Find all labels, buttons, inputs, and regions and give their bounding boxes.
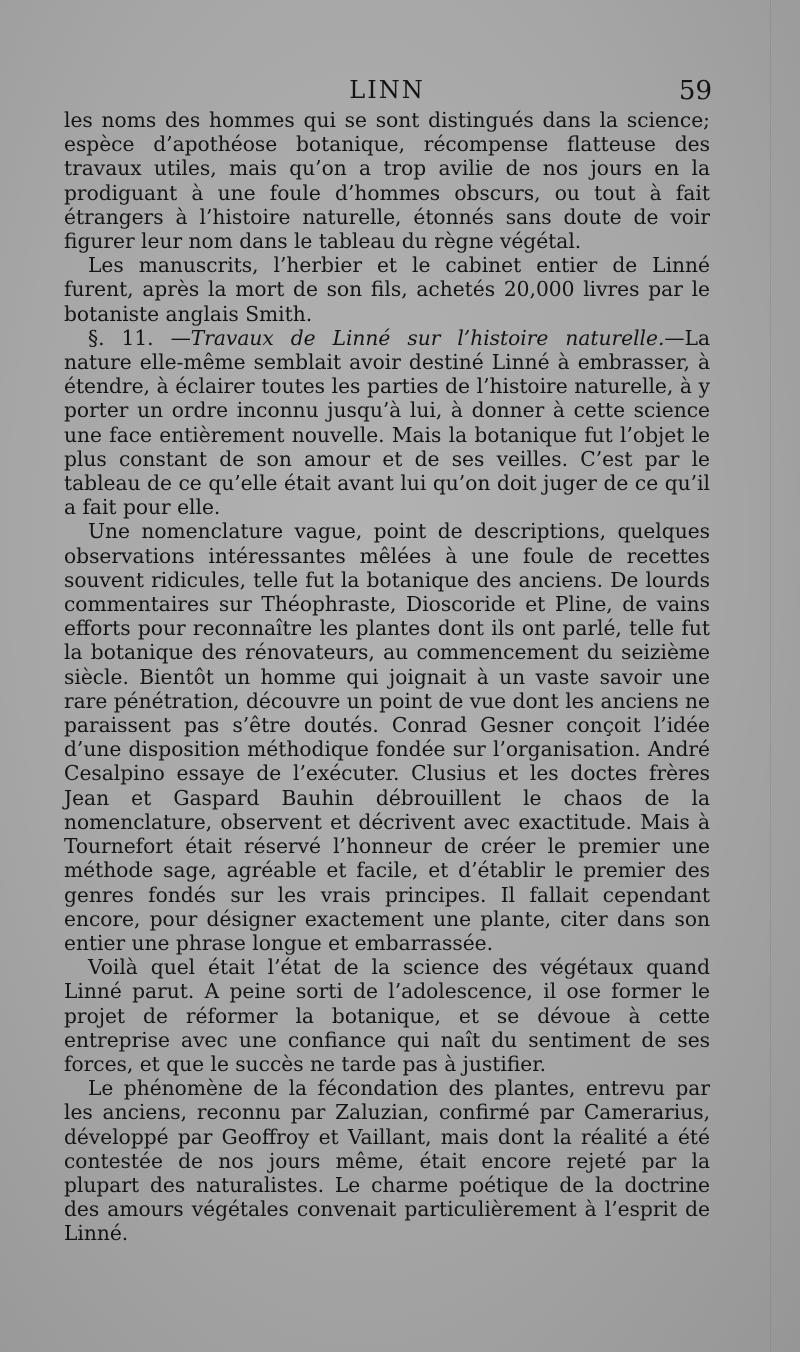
- section-text: —La nature elle-même semblait avoir destiné Linné à embrasser, à étendre, à éclairer toutes les parties de l’histoire naturelle, à y porter un ordre inconnu jusqu’à lui, à donner à cette science une face entièrement nouvelle. Mais la botanique fut l’objet le plus constant de son amour et de ses veilles. C’est par le tableau de ce qu’elle était avant lui qu’on doit juger de ce qu’il a fait pour elle.: [64, 325, 711, 520]
- paragraph-ancient-botany: Une nomenclature vague, point de descriptions, quelques observations intéressantes mêlées à une foule de recettes souvent ridicules, telle fut la botanique des anciens. De lourds commentaires sur Théophraste, Dioscoride et Pline, de vains efforts pour reconnaître les plantes dont ils ont parlé, telle fut la botanique des rénovateurs, au commencement du seizième siècle. Bientôt un homme qui joignait à un vaste savoir une rare pénétration, découvre un point de vue dont les anciens ne paraissent pas s’être doutés. Conrad Gesner conçoit l’idée d’une disposition méthodique fondée sur l’organisation. André Cesalpino essaye de l’exécuter. Clusius et les doctes frères Jean et Gaspard Bauhin débrouillent le chaos de la nomenclature, observent et décrivent avec exactitude. Mais à Tournefort était réservé l’honneur de créer le premier une méthode sage, agréable et facile, et d’établir le premier des genres fondés sur les vrais principes. Il fallait cependant encore, pour désigner exactement une plante, citer dans son entier une phrase longue et embarrassée.: [64, 519, 710, 955]
- paragraph-section-11: [64, 326, 710, 520]
- paragraph-manuscripts: Les manuscrits, l’herbier et le cabinet entier de Linné furent, après la mort de son fils, achetés 20,000 livres par le botaniste anglais Smith.: [64, 253, 710, 326]
- paragraph-linne-appears: Voilà quel était l’état de la science des végétaux quand Linné parut. A peine sorti de l’adolescence, il ose former le projet de réformer la botanique, et se dévoue à cette entreprise avec une confiance qui naît du sentiment de ses forces, et que le succès ne tarde pas à justifier.: [64, 955, 710, 1076]
- section-number: §. 11. —: [88, 325, 191, 350]
- book-page: [64, 72, 710, 1246]
- body-text: [64, 108, 710, 1246]
- running-head: [64, 72, 710, 108]
- section-title: Travaux de Linné sur l’histoire naturelle.: [190, 325, 665, 350]
- paragraph-continued: les noms des hommes qui se sont distingués dans la science; espèce d’apothéose botanique, récompense flatteuse des travaux utiles, mais qu’on a trop avilie de nos jours en la prodiguant à une foule d’hommes obscurs, ou tout à fait étrangers à l’histoire naturelle, étonnés sans doute de voir figurer leur nom dans le tableau du règne végétal.: [64, 108, 710, 254]
- running-head-title: LINN: [349, 76, 425, 104]
- page-fold-shadow: [770, 0, 771, 1352]
- page-number: 59: [678, 76, 712, 106]
- paragraph-fecundation: Le phénomène de la fécondation des plantes, entrevu par les anciens, reconnu par Zaluzian, confirmé par Camerarius, développé par Geoffroy et Vaillant, mais dont la réalité a été contestée de nos jours même, était encore rejeté par la plupart des naturalistes. Le charme poétique de la doctrine des amours végétales convenait particulièrement à l’esprit de Linné.: [64, 1076, 710, 1246]
